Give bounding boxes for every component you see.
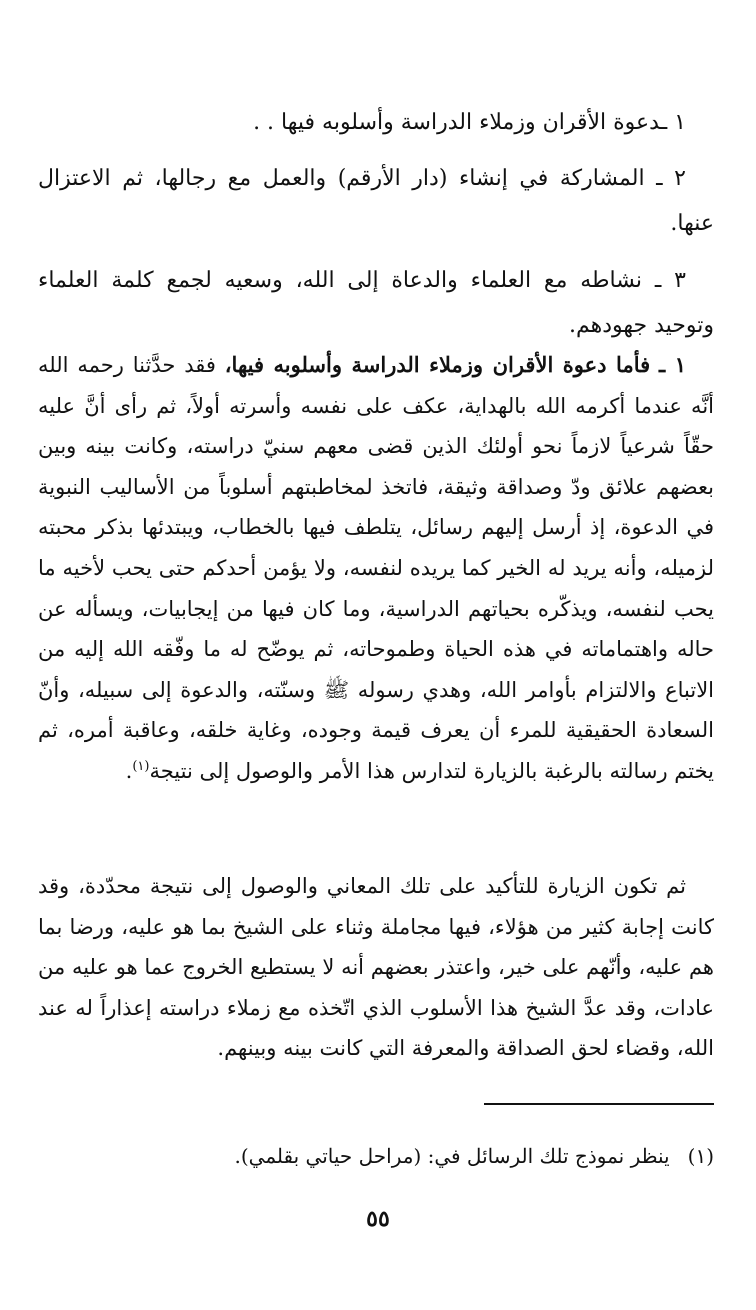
section-1-paragraph (38, 345, 714, 792)
list-number: ٢ ـ (656, 166, 686, 191)
footnote-number: (١) (687, 1144, 714, 1168)
list-number: ٣ ـ (654, 268, 686, 293)
page-number: ٥٥ (366, 1206, 390, 1232)
list-item-text (38, 258, 714, 348)
section-2-body: ثم تكون الزيارة للتأكيد على تلك المعاني والوصول إلى نتيجة محدّدة، وقد كانت إجابة كثير من هؤلاء، فيها مجاملة وثناء على الشيخ بما هو عليه، ورضا بما هم عليه، وأنّهم على خير، واعتذر بعضهم أنه لا يستطيع الخروج عما هو عليه من عادات، وقد عدَّ الشيخ هذا الأسلوب الذي اتّخذه مع زملاء دراسته إعذاراً له عند الله، وقضاء لحق الصداقة والمعرفة التي كانت بينه وبينهم. (38, 874, 714, 1060)
footnote (38, 1140, 714, 1172)
list-text: دعوة الأقران وزملاء الدراسة وأسلوبه فيها . . (253, 110, 661, 135)
section-1-number: ١ ـ (659, 352, 686, 377)
list-item-text (38, 100, 714, 145)
footnote-text: ينظر نموذج تلك الرسائل في: (مراحل حياتي بقلمي). (234, 1144, 670, 1168)
section-2-paragraph (38, 866, 714, 1069)
section-1-text (38, 345, 714, 792)
section-1-heading: فأما دعوة الأقران وزملاء الدراسة وأسلوبه فيها، (224, 352, 651, 377)
list-number: ١ ـ (660, 110, 686, 135)
footnote-divider (484, 1103, 714, 1105)
list-item-1 (38, 100, 714, 145)
list-item-2 (38, 156, 714, 246)
list-item-text (38, 156, 714, 246)
section-1-body: فقد حدَّثنا رحمه الله أنَّه عندما أكرمه الله بالهداية، عكف على نفسه وأسرته أولاً، ثم رأى أنَّ عليه حقّاً شرعياً لازماً نحو أولئك الذين قضى معهم سنيّ دراسته، وكانت بينه وبين بعضهم علائق ودّ وصداقة وثيقة، فاتخذ لمخاطبتهم أسلوباً من الأساليب النبوية في الدعوة، إذ أرسل إليهم رسائل، يتلطف فيها بالخطاب، ويبتدئها بذكر محبته لزميله، وأنه يريد له الخير كما يريده لنفسه، ولا يؤمن أحدكم حتى يحب لأخيه ما يحب لنفسه، ويذكّره بحياتهم الدراسية، وما كان فيها من إيجابيات، ويسأله عن حاله واهتماماته في هذه الحياة وطموحاته، ثم يوضّح له ما وفّقه الله إليه من الاتباع والالتزام بأوامر الله، وهدي رسوله ﷺ وسنّته، والدعوة إلى سبيله، وأنّ السعادة الحقيقية للمرء أن يعرف قيمة وجوده، وغاية خلقه، وعاقبة أمره، ثم يختم رسالته بالرغبة بالزيارة لتدارس هذا الأمر والوصول إلى نتيجة (38, 353, 714, 783)
section-1-end: . (125, 758, 133, 783)
footnote-reference: (١) (132, 758, 150, 774)
list-text: المشاركة في إنشاء (دار الأرقم) والعمل مع رجالها، ثم الاعتزال عنها. (38, 166, 714, 236)
list-item-3 (38, 258, 714, 348)
list-text: نشاطه مع العلماء والدعاة إلى الله، وسعيه لجمع كلمة العلماء وتوحيد جهودهم. (38, 268, 714, 338)
